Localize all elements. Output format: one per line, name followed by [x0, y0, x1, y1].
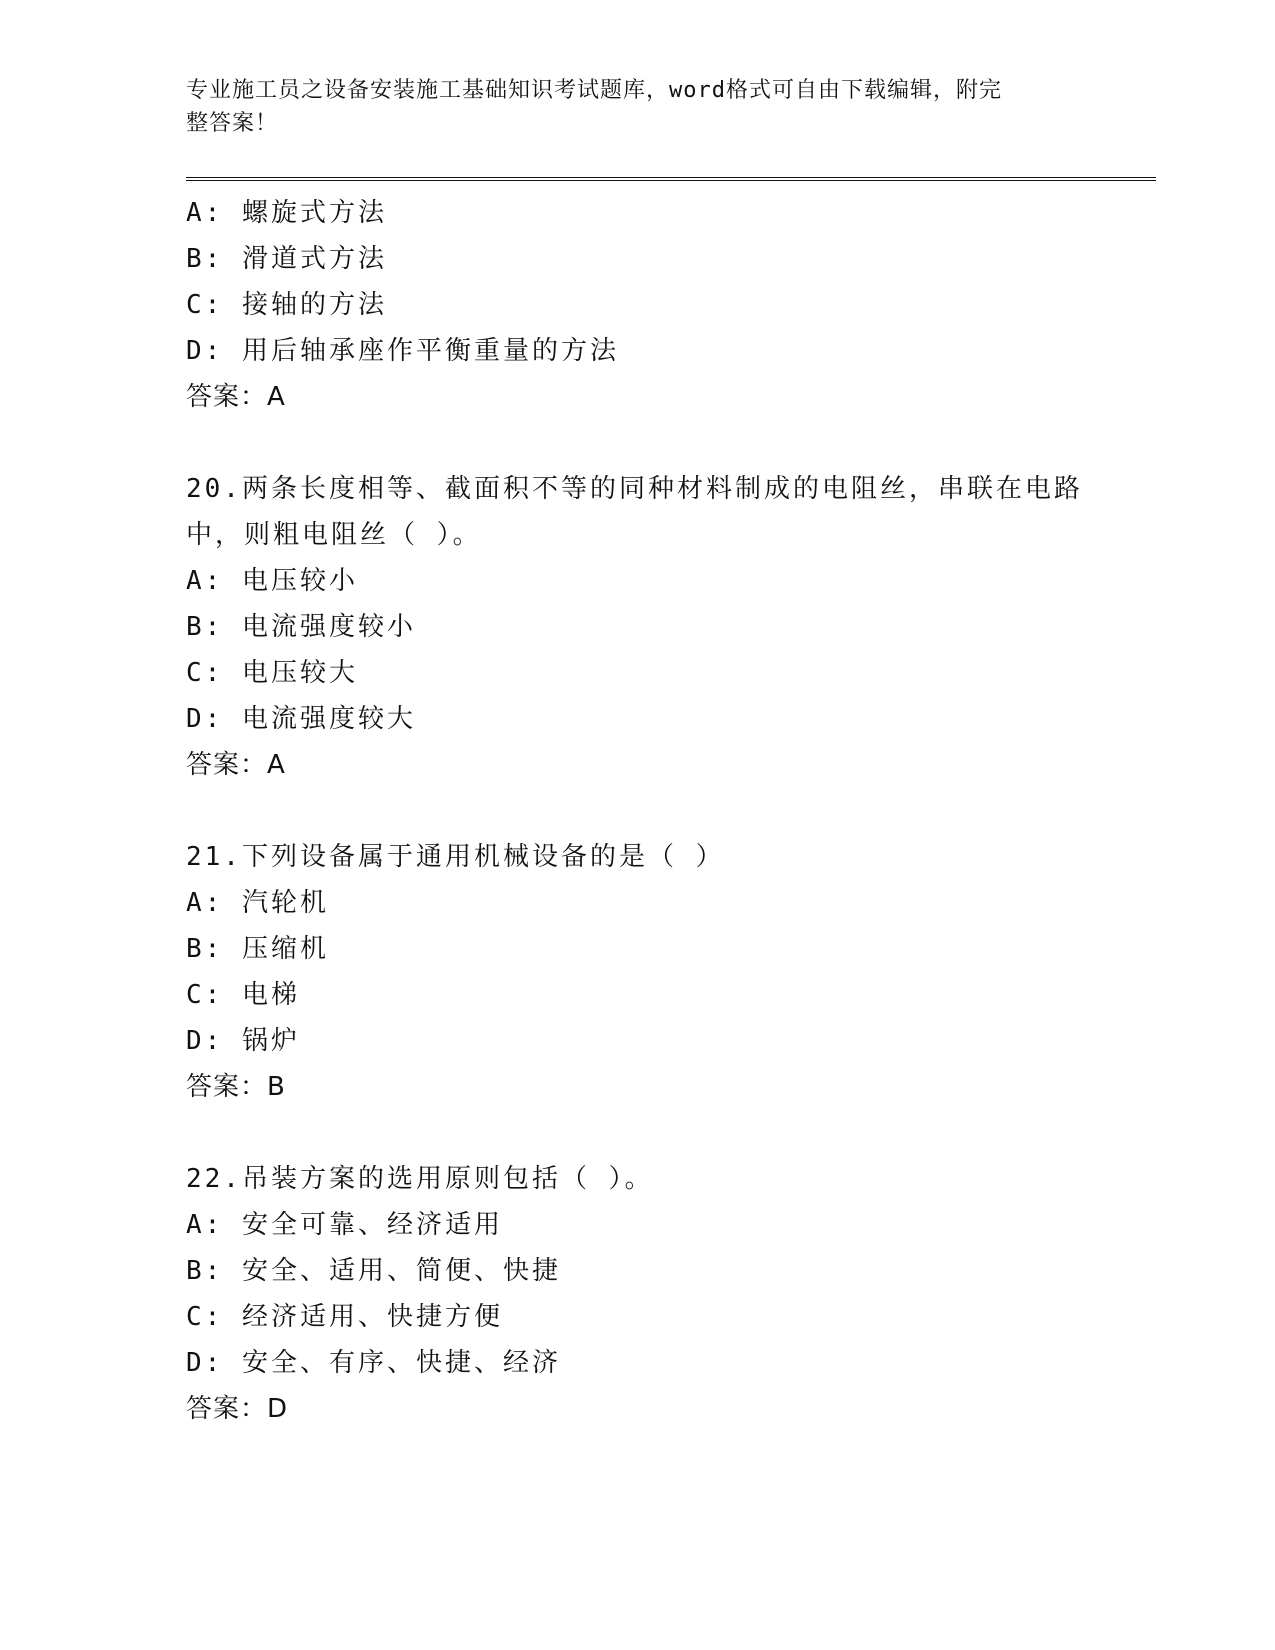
option-b: B: 滑道式方法	[186, 244, 387, 274]
answer: 答案：A	[186, 750, 286, 780]
answer: 答案：A	[186, 382, 286, 412]
question-19	[186, 190, 1156, 420]
option-a: A: 汽轮机	[186, 888, 329, 918]
option-d: D: 锅炉	[186, 1026, 300, 1056]
spacer	[186, 788, 1156, 834]
option-c: C: 接轴的方法	[186, 290, 387, 320]
option-c: C: 电压较大	[186, 658, 358, 688]
option-d: D: 电流强度较大	[186, 704, 416, 734]
option-b: B: 压缩机	[186, 934, 329, 964]
question-stem-continued: 中，则粗电阻丝（ ）。	[186, 520, 482, 550]
header-line-1: 专业施工员之设备安装施工基础知识考试题库，word格式可自由下载编辑，附完	[186, 78, 1002, 103]
option-c: C: 经济适用、快捷方便	[186, 1302, 503, 1332]
option-d: D: 安全、有序、快捷、经济	[186, 1348, 561, 1378]
spacer	[186, 1110, 1156, 1156]
question-stem: 21.下列设备属于通用机械设备的是（ ）	[186, 842, 725, 872]
question-stem: 20.两条长度相等、截面积不等的同种材料制成的电阻丝，串联在电路	[186, 474, 1083, 504]
spacer	[186, 420, 1156, 466]
header-divider	[186, 177, 1156, 181]
option-a: A: 安全可靠、经济适用	[186, 1210, 503, 1240]
option-b: B: 电流强度较小	[186, 612, 416, 642]
question-21	[186, 834, 1156, 1110]
option-d: D: 用后轴承座作平衡重量的方法	[186, 336, 619, 366]
question-stem: 22.吊装方案的选用原则包括（ ）。	[186, 1164, 654, 1194]
question-list	[186, 190, 1156, 1432]
option-a: A: 螺旋式方法	[186, 198, 387, 228]
answer: 答案：D	[186, 1394, 289, 1424]
header-line-2: 整答案！	[186, 111, 279, 136]
option-b: B: 安全、适用、简便、快捷	[186, 1256, 561, 1286]
question-20	[186, 466, 1156, 788]
question-22	[186, 1156, 1156, 1432]
option-a: A: 电压较小	[186, 566, 358, 596]
option-c: C: 电梯	[186, 980, 300, 1010]
document-header	[186, 74, 1086, 140]
answer: 答案：B	[186, 1072, 286, 1102]
